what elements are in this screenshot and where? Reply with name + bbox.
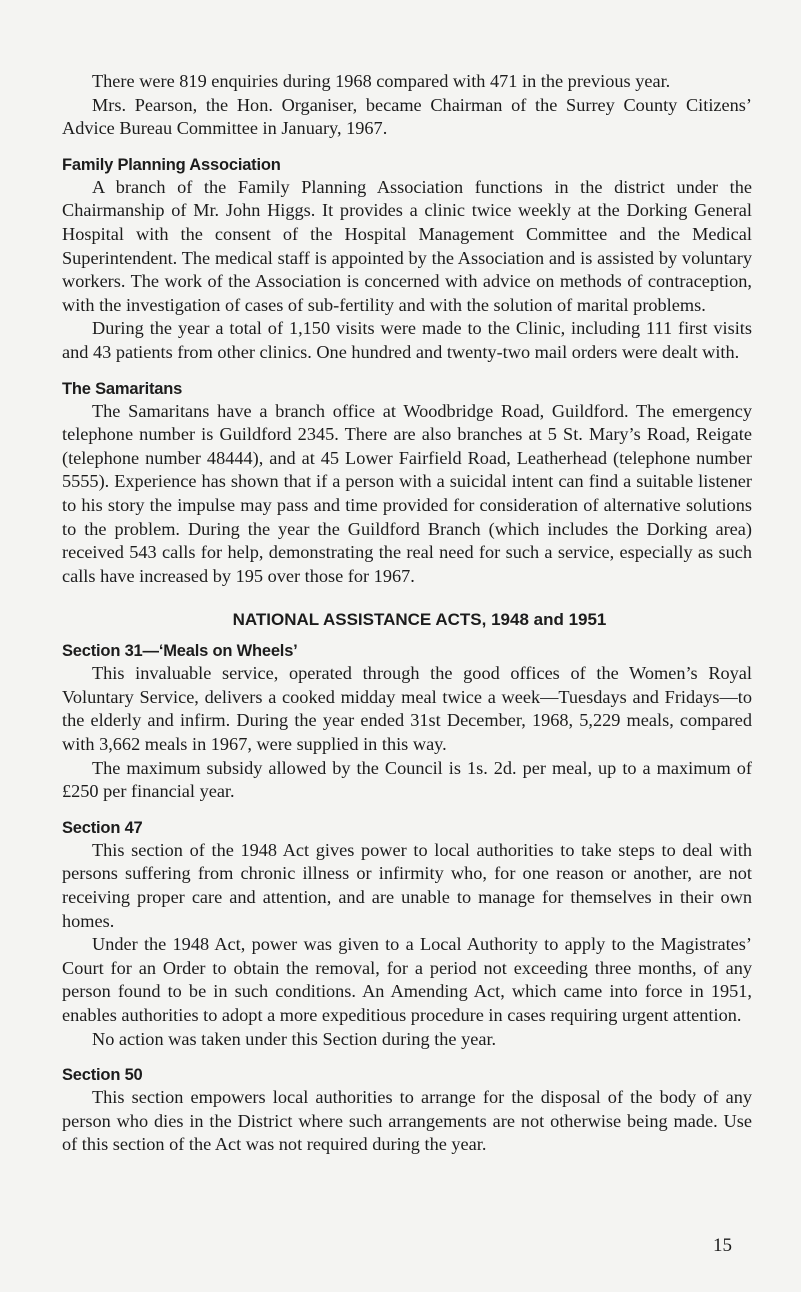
section-31-paragraph-1: This invaluable service, operated through the good offices of the Women’s Royal Voluntary Service, delivers a cooked midday meal twice a week—Tuesdays and Fridays—to the elderly and infirm. During the year ended 31st December, 1968, 5,229 meals, compared with 3,662 meals in 1967, were supplied in this way. — [62, 663, 752, 755]
page-number: 15 — [713, 1235, 732, 1256]
family-planning-heading: Family Planning Association — [62, 155, 281, 174]
document-page — [62, 70, 752, 1157]
intro-paragraph-enquiries: There were 819 enquiries during 1968 compared with 471 in the previous year. — [92, 71, 671, 91]
national-assistance-heading: NATIONAL ASSISTANCE ACTS, 1948 and 1951 — [232, 610, 607, 630]
samaritans-heading: The Samaritans — [62, 379, 183, 398]
section-47-heading: Section 47 — [62, 818, 143, 837]
samaritans-paragraph: The Samaritans have a branch office at Woodbridge Road, Guildford. The emergency telephone number is Guildford 2345. There are also branches at 5 St. Mary’s Road, Reigate (telephone number 48444), and at 45 Lower Fairfield Road, Leatherhead (telephone number 5555). Experience has shown that if a person with a suicidal intent can find a suitable listener to his story the impulse may pass and time provided for consideration of alternative solutions to the problem. During the year the Guildford Branch (which includes the Dorking area) received 543 calls for help, demonstrating the real need for such a service, especially as such calls have increased by 195 over those for 1967. — [62, 400, 752, 586]
section-47-paragraph-2: Under the 1948 Act, power was given to a Local Authority to apply to the Magistrates’ Court for an Order to obtain the removal, for a period not exceeding three months, of any person found to be in such conditions. An Amending Act, which came into force in 1951, enables authorities to adopt a more expeditious procedure in cases requiring urgent attention. — [62, 934, 752, 1025]
section-31-paragraph-2: The maximum subsidy allowed by the Council is 1s. 2d. per meal, up to a maximum of £250 per financial year. — [62, 757, 752, 802]
section-50-heading: Section 50 — [62, 1066, 143, 1085]
section-50-paragraph: This section empowers local authorities to arrange for the disposal of the body of any person who dies in the District where such arrangements are not otherwise being made. Use of this section of the Act was not required during the year. — [62, 1087, 752, 1155]
section-47-paragraph-1: This section of the 1948 Act gives power to local authorities to take steps to deal with persons suffering from chronic illness or infirmity who, for one reason or another, are not receiving proper care and attention, and are unable to manage for themselves in their own homes. — [62, 839, 752, 931]
family-planning-paragraph-1: A branch of the Family Planning Association functions in the district under the Chairmanship of Mr. John Higgs. It provides a clinic twice weekly at the Dorking General Hospital with the consent of the Hospital Management Committee and the Medical Superintendent. The medical staff is appointed by the Association and is assisted by voluntary workers. The work of the Association is concerned with advice on methods of contraception, with the investigation of cases of sub-fertility and with the solution of marital problems. — [62, 176, 752, 315]
family-planning-paragraph-2: During the year a total of 1,150 visits were made to the Clinic, including 111 first visits and 43 patients from other clinics. One hundred and twenty-two mail orders were dealt with. — [62, 318, 752, 362]
section-47-paragraph-3: No action was taken under this Section during the year. — [92, 1028, 497, 1049]
intro-paragraph-pearson: Mrs. Pearson, the Hon. Organiser, became Chairman of the Surrey County Citizens’ Advice Bureau Committee in January, 1967. — [62, 94, 752, 139]
section-31-heading: Section 31—‘Meals on Wheels’ — [62, 642, 298, 661]
